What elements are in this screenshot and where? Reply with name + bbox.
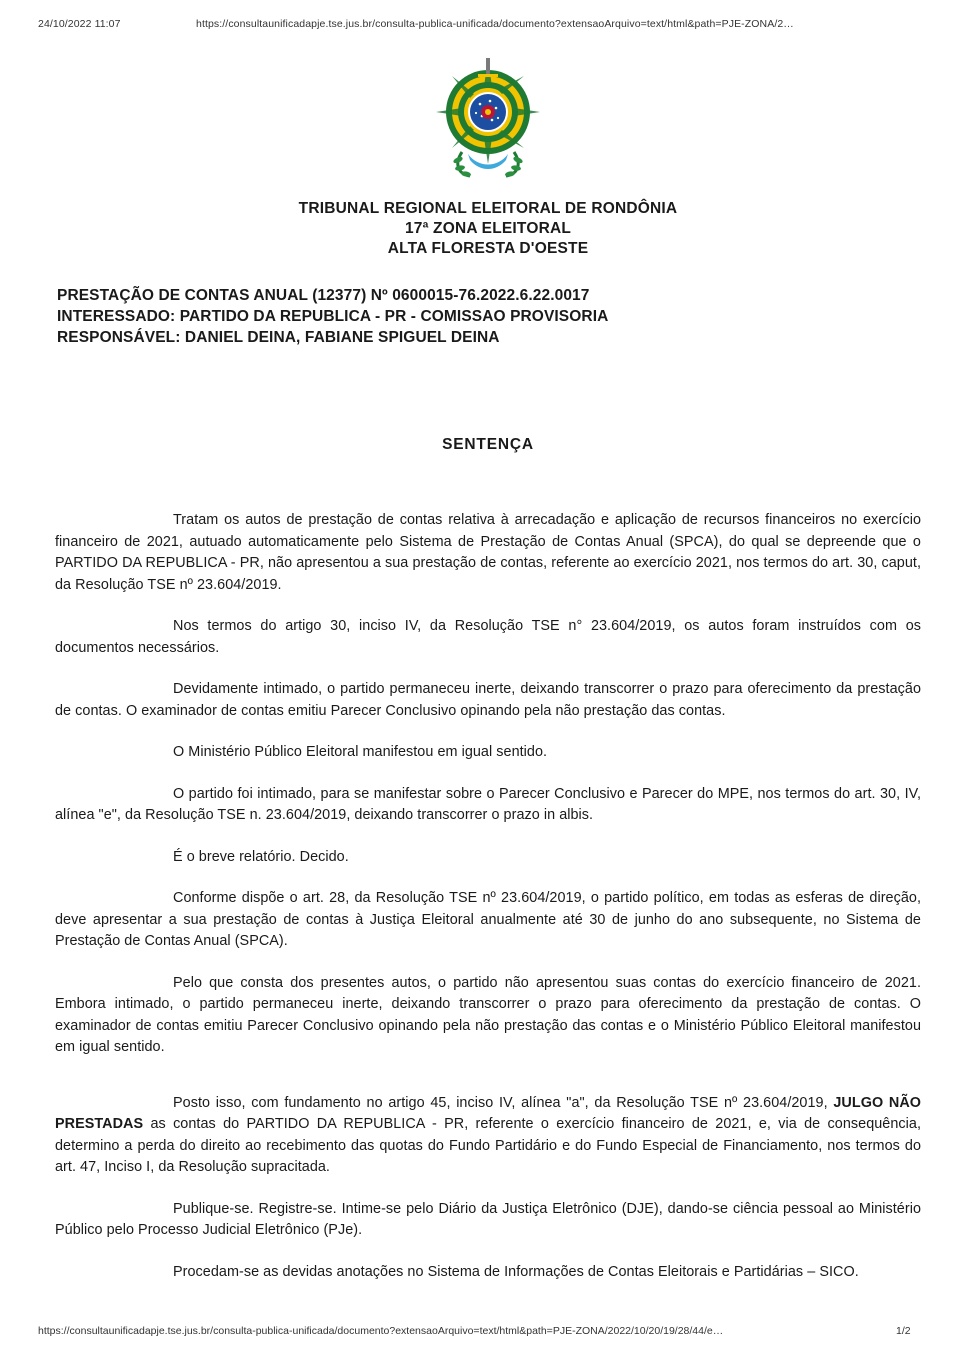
document-title: SENTENÇA — [442, 436, 534, 453]
document-content — [55, 52, 921, 1303]
case-interested-party-line: INTERESSADO: PARTIDO DA REPUBLICA - PR - COMISSAO PROVISORIA — [57, 308, 609, 325]
print-footer — [0, 1325, 960, 1341]
paragraph-decision — [55, 1093, 921, 1179]
paragraph-8: Pelo que consta dos presentes autos, o partido não apresentou suas contas do exercício financeiro de 2021. Embora intimado, o partido permaneceu inerte, deixando transcorrer o prazo para oferecimento da prestação de contas. O examinador de contas emitiu Parecer Conclusivo opinando pela não prestação das contas e o Ministério Público Eleitoral manifestou em igual sentido. — [55, 974, 921, 1055]
brazil-coat-of-arms-icon — [432, 56, 544, 180]
court-heading-line-3: ALTA FLORESTA D'OESTE — [387, 240, 589, 257]
court-heading-line-1: TRIBUNAL REGIONAL ELEITORAL DE RONDÔNIA — [298, 200, 678, 217]
print-header-date: 24/10/2022 11:07 — [38, 18, 121, 30]
case-number-line: PRESTAÇÃO DE CONTAS ANUAL (12377) Nº 0600015-76.2022.6.22.0017 — [57, 287, 590, 304]
decision-prefix: Posto isso, com fundamento no artigo 45, inciso IV, alínea "a", da Resolução TSE nº 23.604/2019, — [173, 1094, 834, 1111]
print-header — [0, 18, 960, 34]
court-heading — [55, 199, 921, 259]
paragraph-1: Tratam os autos de prestação de contas relativa à arrecadação e aplicação de recursos financeiros no exercício financeiro de 2021, autuado automaticamente pelo Sistema de Prestação de Contas Anual (SPCA), do qual se depreende que o PARTIDO DA REPUBLICA - PR, não apresentou a sua prestação de contas, referente ao exercício 2021, nos termos do art. 30, caput, da Resolução TSE nº 23.604/2019. — [55, 512, 921, 593]
case-responsible-line: RESPONSÁVEL: DANIEL DEINA, FABIANE SPIGUEL DEINA — [57, 329, 500, 346]
paragraph-4: O Ministério Público Eleitoral manifestou em igual sentido. — [173, 744, 548, 760]
print-footer-page-number: 1/2 — [896, 1325, 911, 1337]
paragraph-5: O partido foi intimado, para se manifestar sobre o Parecer Conclusivo e Parecer do MPE, nos termos do art. 30, IV, alínea "e", da Resolução TSE n. 23.604/2019, deixando transcorrer o prazo in albis. — [55, 785, 921, 823]
paragraph-3: Devidamente intimado, o partido permaneceu inerte, deixando transcorrer o prazo para oferecimento da prestação de contas. O examinador de contas emitiu Parecer Conclusivo opinando pela não prestação das contas. — [55, 681, 921, 719]
paragraph-7: Conforme dispõe o art. 28, da Resolução TSE nº 23.604/2019, o partido político, em todas as esferas de direção, deve apresentar a sua prestação de contas à Justiça Eleitoral anualmente até 30 de junho do ano subsequente, no Sistema de Prestação de Contas Anual (SPCA). — [55, 890, 921, 949]
print-footer-url: https://consultaunificadapje.tse.jus.br/consulta-publica-unificada/documento?extensaoArquivo=text/html&path=PJE-ZONA/2022/10/20/19/28/44/e… — [38, 1325, 724, 1337]
decision-emphasis: JULGO NÃO PRESTADAS — [55, 1094, 922, 1132]
paragraph-publication: Publique-se. Registre-se. Intime-se pelo Diário da Justiça Eletrônico (DJE), dando-se ciência pessoal ao Ministério Público pelo Processo Judicial Eletrônico (PJe). — [55, 1200, 921, 1238]
print-header-url: https://consultaunificadapje.tse.jus.br/consulta-publica-unificada/documento?extensaoArquivo=text/html&path=PJE-ZONA/2… — [196, 18, 794, 30]
case-info-block — [57, 285, 921, 348]
paragraph-6: É o breve relatório. Decido. — [173, 848, 349, 865]
crest-container — [55, 56, 921, 185]
court-heading-line-2: 17ª ZONA ELEITORAL — [404, 220, 572, 237]
paragraph-2: Nos termos do artigo 30, inciso IV, da Resolução TSE n° 23.604/2019, os autos foram instruídos com os documentos necessários. — [55, 618, 921, 656]
decision-suffix: as contas do PARTIDO DA REPUBLICA - PR, referente o exercício financeiro de 2021, e, via de consequência, determino a perda do direito ao recebimento das quotas do Fundo Partidário e do Fundo Especial de Financiamento, nos termos do art. 47, Inciso I, da Resolução supracitada. — [55, 1116, 921, 1175]
paragraph-annotations: Procedam-se as devidas anotações no Sistema de Informações de Contas Eleitorais e Partidárias – SICO. — [173, 1263, 859, 1280]
